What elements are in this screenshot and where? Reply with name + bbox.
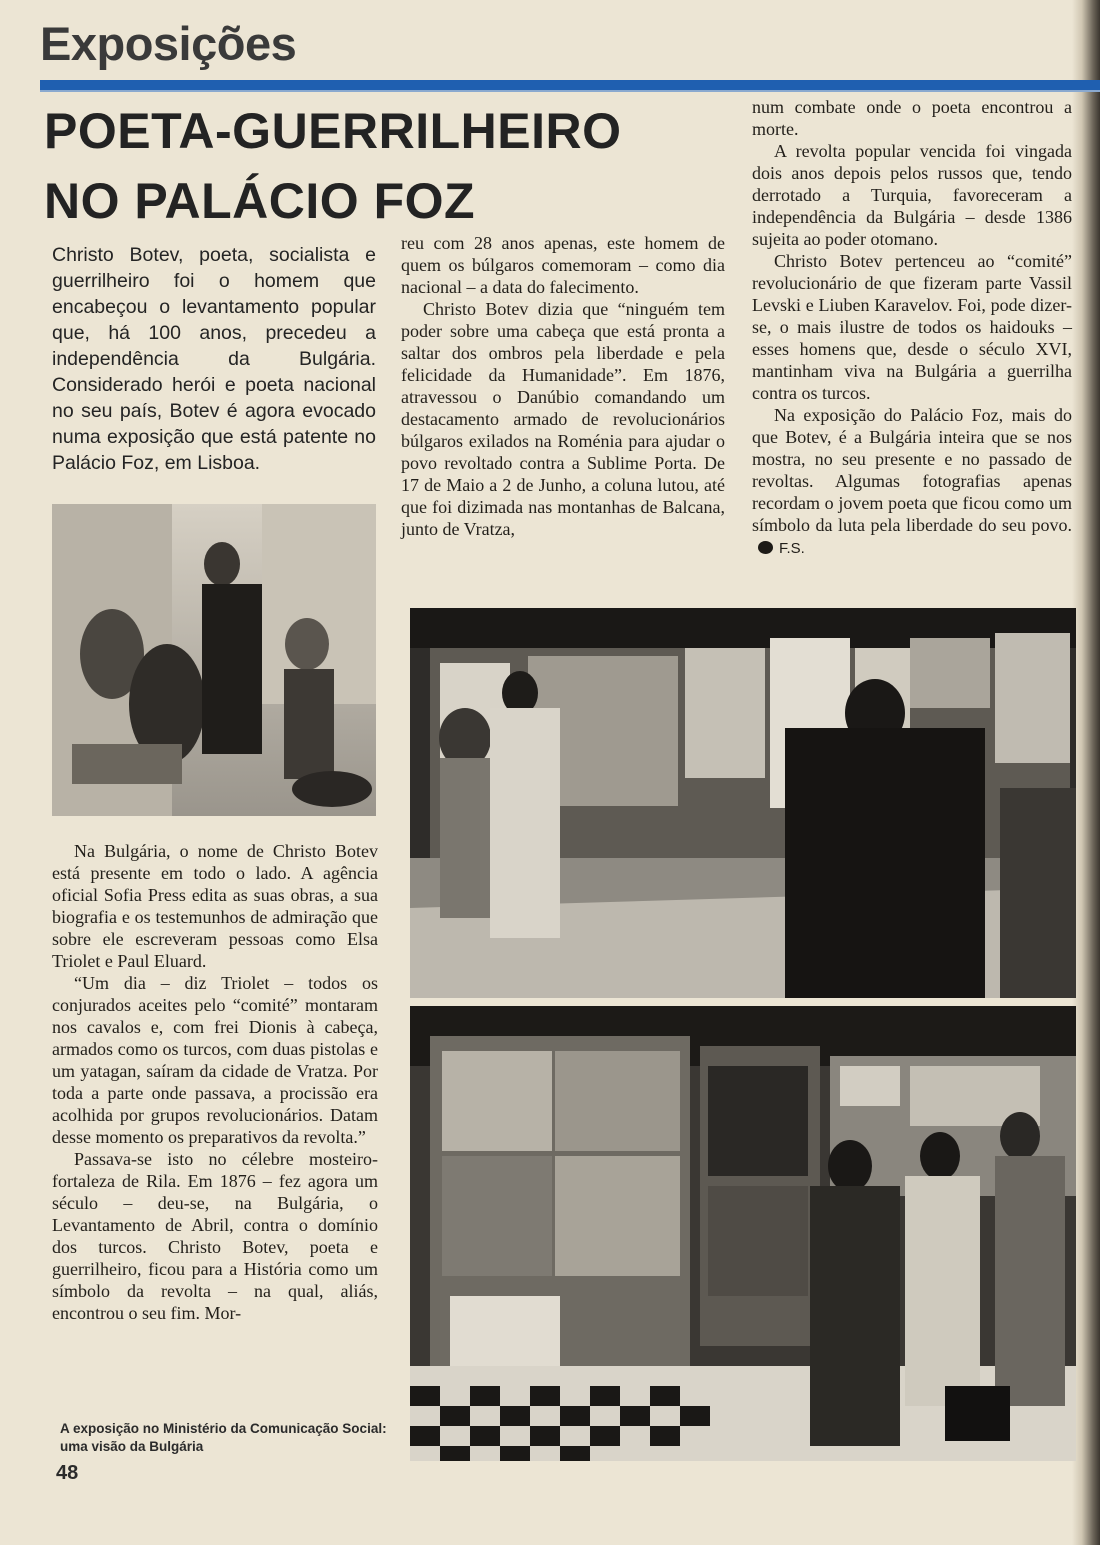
body-paragraph: reu com 28 anos apenas, este homem de quem os búlgaros comemoram – como dia nacional – a data do falecimento.	[401, 233, 725, 297]
botev-painting-image	[52, 504, 376, 816]
body-paragraph	[752, 404, 1072, 560]
body-paragraph: A revolta popular vencida foi vingada dois anos depois pelos russos que, tendo derrotado a Turquia, favoreceram a independência da Bulgária – desde 1386 sujeita ao poder otomano.	[752, 141, 1072, 249]
headline-line-1: POETA-GUERRILHEIRO	[44, 103, 622, 159]
body-column-left	[52, 840, 378, 1324]
body-column-right	[752, 96, 1072, 560]
exhibition-photo-bottom	[410, 1006, 1076, 1461]
body-column-middle	[401, 232, 725, 540]
page-number: 48	[56, 1462, 79, 1484]
exhibition-photo-top	[410, 608, 1076, 998]
article-headline	[44, 96, 622, 236]
body-paragraph: Passava-se isto no célebre mosteiro-fortaleza de Rila. Em 1876 – fez agora um século – deu-se, na Bulgária, o Levantamento de Abril, contra o domínio dos turcos. Christo Botev, poeta e guerrilheiro, ficou para a História como um símbolo da revolta – na qual, aliás, encontrou o seu fim. Mor-	[52, 1149, 378, 1323]
body-paragraph: “Um dia – diz Triolet – todos os conjurados aceites pelo “comité” montaram nos cavalos e, com frei Dionis à cabeça, armados como os turcos, com duas pistolas e um yatagan, saíram da cidade de Vratza. Por toda a parte onde passava, a procissão era acolhida por grupos revolucionários. Datam desse momento os preparativos da revolta.”	[52, 973, 378, 1147]
page-spine-shadow	[1072, 0, 1100, 1545]
author-signature: F.S.	[779, 540, 805, 557]
end-mark-icon	[758, 541, 773, 554]
body-paragraph: Na Bulgária, o nome de Christo Botev está presente em todo o lado. A agência oficial Sofia Press edita as suas obras, a sua biografia e os testemunhos de admiração que sobre ele escreveram pessoas como Elsa Triolet e Paul Eluard.	[52, 841, 378, 971]
section-label: Exposições	[40, 17, 297, 70]
body-paragraph: Christo Botev pertenceu ao “comité” revolucionário de que fizeram parte Vassil Levski e Liuben Karavelov. Foi, pode dizer-se, o mais ilustre de todos os haidouks – esses homens que, desde o século XVI, mantinham viva na Bulgária a guerrilha contra os turcos.	[752, 251, 1072, 403]
photo-caption: A exposição no Ministério da Comunicação Social: uma visão da Bulgária	[60, 1421, 387, 1454]
body-paragraph: Christo Botev dizia que “ninguém tem poder sobre uma cabeça que está pronta a saltar dos ombros pela liberdade e pela felicidade da Humanidade”. Em 1876, atravessou o Danúbio comandando um destacamento armado de revolucionários búlgaros exilados na Roménia para ajudar o povo revoltado contra a Sublime Porta. De 17 de Maio a 2 de Junho, a coluna lutou, até que foi dizimada nas montanhas de Balcana, junto de Vratza,	[401, 299, 725, 539]
final-paragraph-text: Na exposição do Palácio Foz, mais do que Botev, é a Bulgária inteira que se nos mostra, no seu presente e no passado de revoltas. Algumas fotografias apenas recordam o jovem poeta que ficou como um símbolo da luta pela liberdade do seu povo.	[752, 405, 1072, 535]
article-lead: Christo Botev, poeta, socialista e guerrilheiro foi o homem que encabeçou o levantamento popular que, há 100 anos, precedeu a independência da Bulgária. Considerado herói e poeta nacional no seu país, Botev é agora evocado numa exposição que está patente no Palácio Foz, em Lisboa.	[52, 244, 376, 474]
headline-line-2: NO PALÁCIO FOZ	[44, 173, 476, 229]
body-paragraph: num combate onde o poeta encontrou a morte.	[752, 97, 1072, 139]
section-rule	[40, 80, 1100, 90]
